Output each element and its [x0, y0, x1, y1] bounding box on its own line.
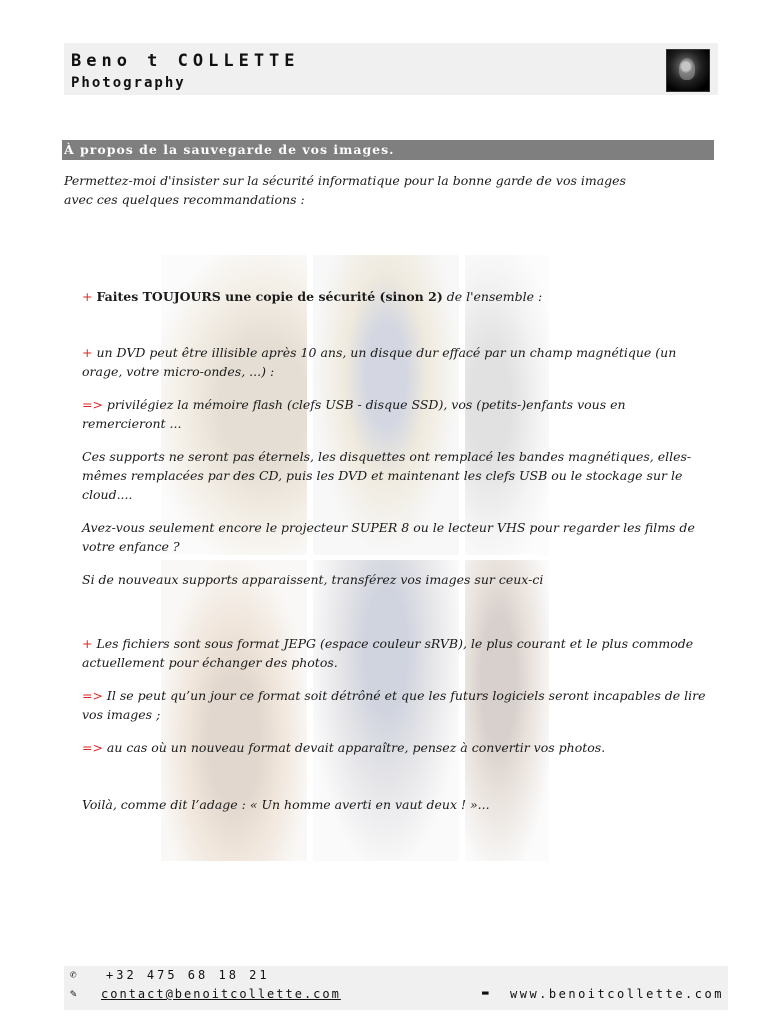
paragraph-7	[82, 634, 712, 672]
page-footer	[64, 966, 728, 1010]
arrow-marker: =>	[82, 688, 103, 703]
phone-number[interactable]: +32 475 68 18 21	[106, 968, 270, 982]
computer-icon: ▬	[482, 986, 489, 999]
paragraph-5: Avez-vous seulement encore le projecteur SUPER 8 ou le lecteur VHS pour regarder les films de votre enfance ?	[82, 520, 695, 554]
intro-text	[64, 171, 704, 209]
page-header	[64, 43, 718, 95]
arrow-marker: =>	[82, 740, 103, 755]
paragraph-text: au cas où un nouveau format devait apparaître, pensez à convertir vos photos.	[102, 740, 606, 755]
arrow-marker: =>	[82, 397, 103, 412]
phone-icon: ✆	[70, 968, 77, 981]
brand-subtitle: Photography	[71, 75, 186, 91]
paragraph-6: Si de nouveaux supports apparaissent, transférez vos images sur ceux-ci	[82, 572, 544, 587]
recommendations	[82, 287, 712, 814]
email-link[interactable]: contact@benoitcollette.com	[101, 987, 341, 1001]
paragraph-4: Ces supports ne seront pas éternels, les disquettes ont remplacé les bandes magnétiques, elles-mêmes remplacées par des CD, puis les DVD et maintenant les clefs USB ou le stockage sur le cloud....	[82, 449, 692, 502]
bullet-marker: +	[82, 636, 93, 651]
paragraph-2	[82, 343, 712, 381]
intro-line-2: avec ces quelques recommandations :	[64, 192, 305, 207]
brand-name: Beno t COLLETTE	[71, 51, 300, 71]
emphasis-text: Faites TOUJOURS une copie de sécurité (sinon 2)	[96, 289, 443, 304]
bullet-marker: +	[82, 345, 93, 360]
paragraph-8	[82, 686, 712, 724]
paragraph-1	[82, 287, 712, 306]
paragraph-text: privilégiez la mémoire flash (clefs USB - disque SSD), vos (petits-)enfants vous en remercieront ...	[82, 397, 626, 431]
paragraph-text: un DVD peut être illisible après 10 ans, un disque dur effacé par un champ magnétique (un orage, votre micro-ondes, ...) :	[82, 345, 677, 379]
paragraph-text: Les fichiers sont sous format JEPG (espace couleur sRVB), le plus courant et le plus commode actuellement pour échanger des photos.	[82, 636, 694, 670]
paragraph-3	[82, 395, 712, 433]
paragraph-10: Voilà, comme dit l’adage : « Un homme averti en vaut deux ! »...	[82, 797, 490, 812]
intro-line-1: Permettez-moi d'insister sur la sécurité informatique pour la bonne garde de vos images	[64, 173, 626, 188]
section-title: À propos de la sauvegarde de vos images.	[62, 140, 714, 160]
logo-image	[666, 49, 710, 92]
paragraph-9	[82, 738, 712, 757]
mail-icon: ✎	[70, 987, 77, 1000]
paragraph-text: de l'ensemble :	[442, 289, 543, 304]
paragraph-text: Il se peut qu’un jour ce format soit détrôné et que les futurs logiciels seront incapables de lire vos images ;	[82, 688, 706, 722]
bullet-marker: +	[82, 289, 93, 304]
website-link[interactable]: www.benoitcollette.com	[510, 987, 724, 1001]
